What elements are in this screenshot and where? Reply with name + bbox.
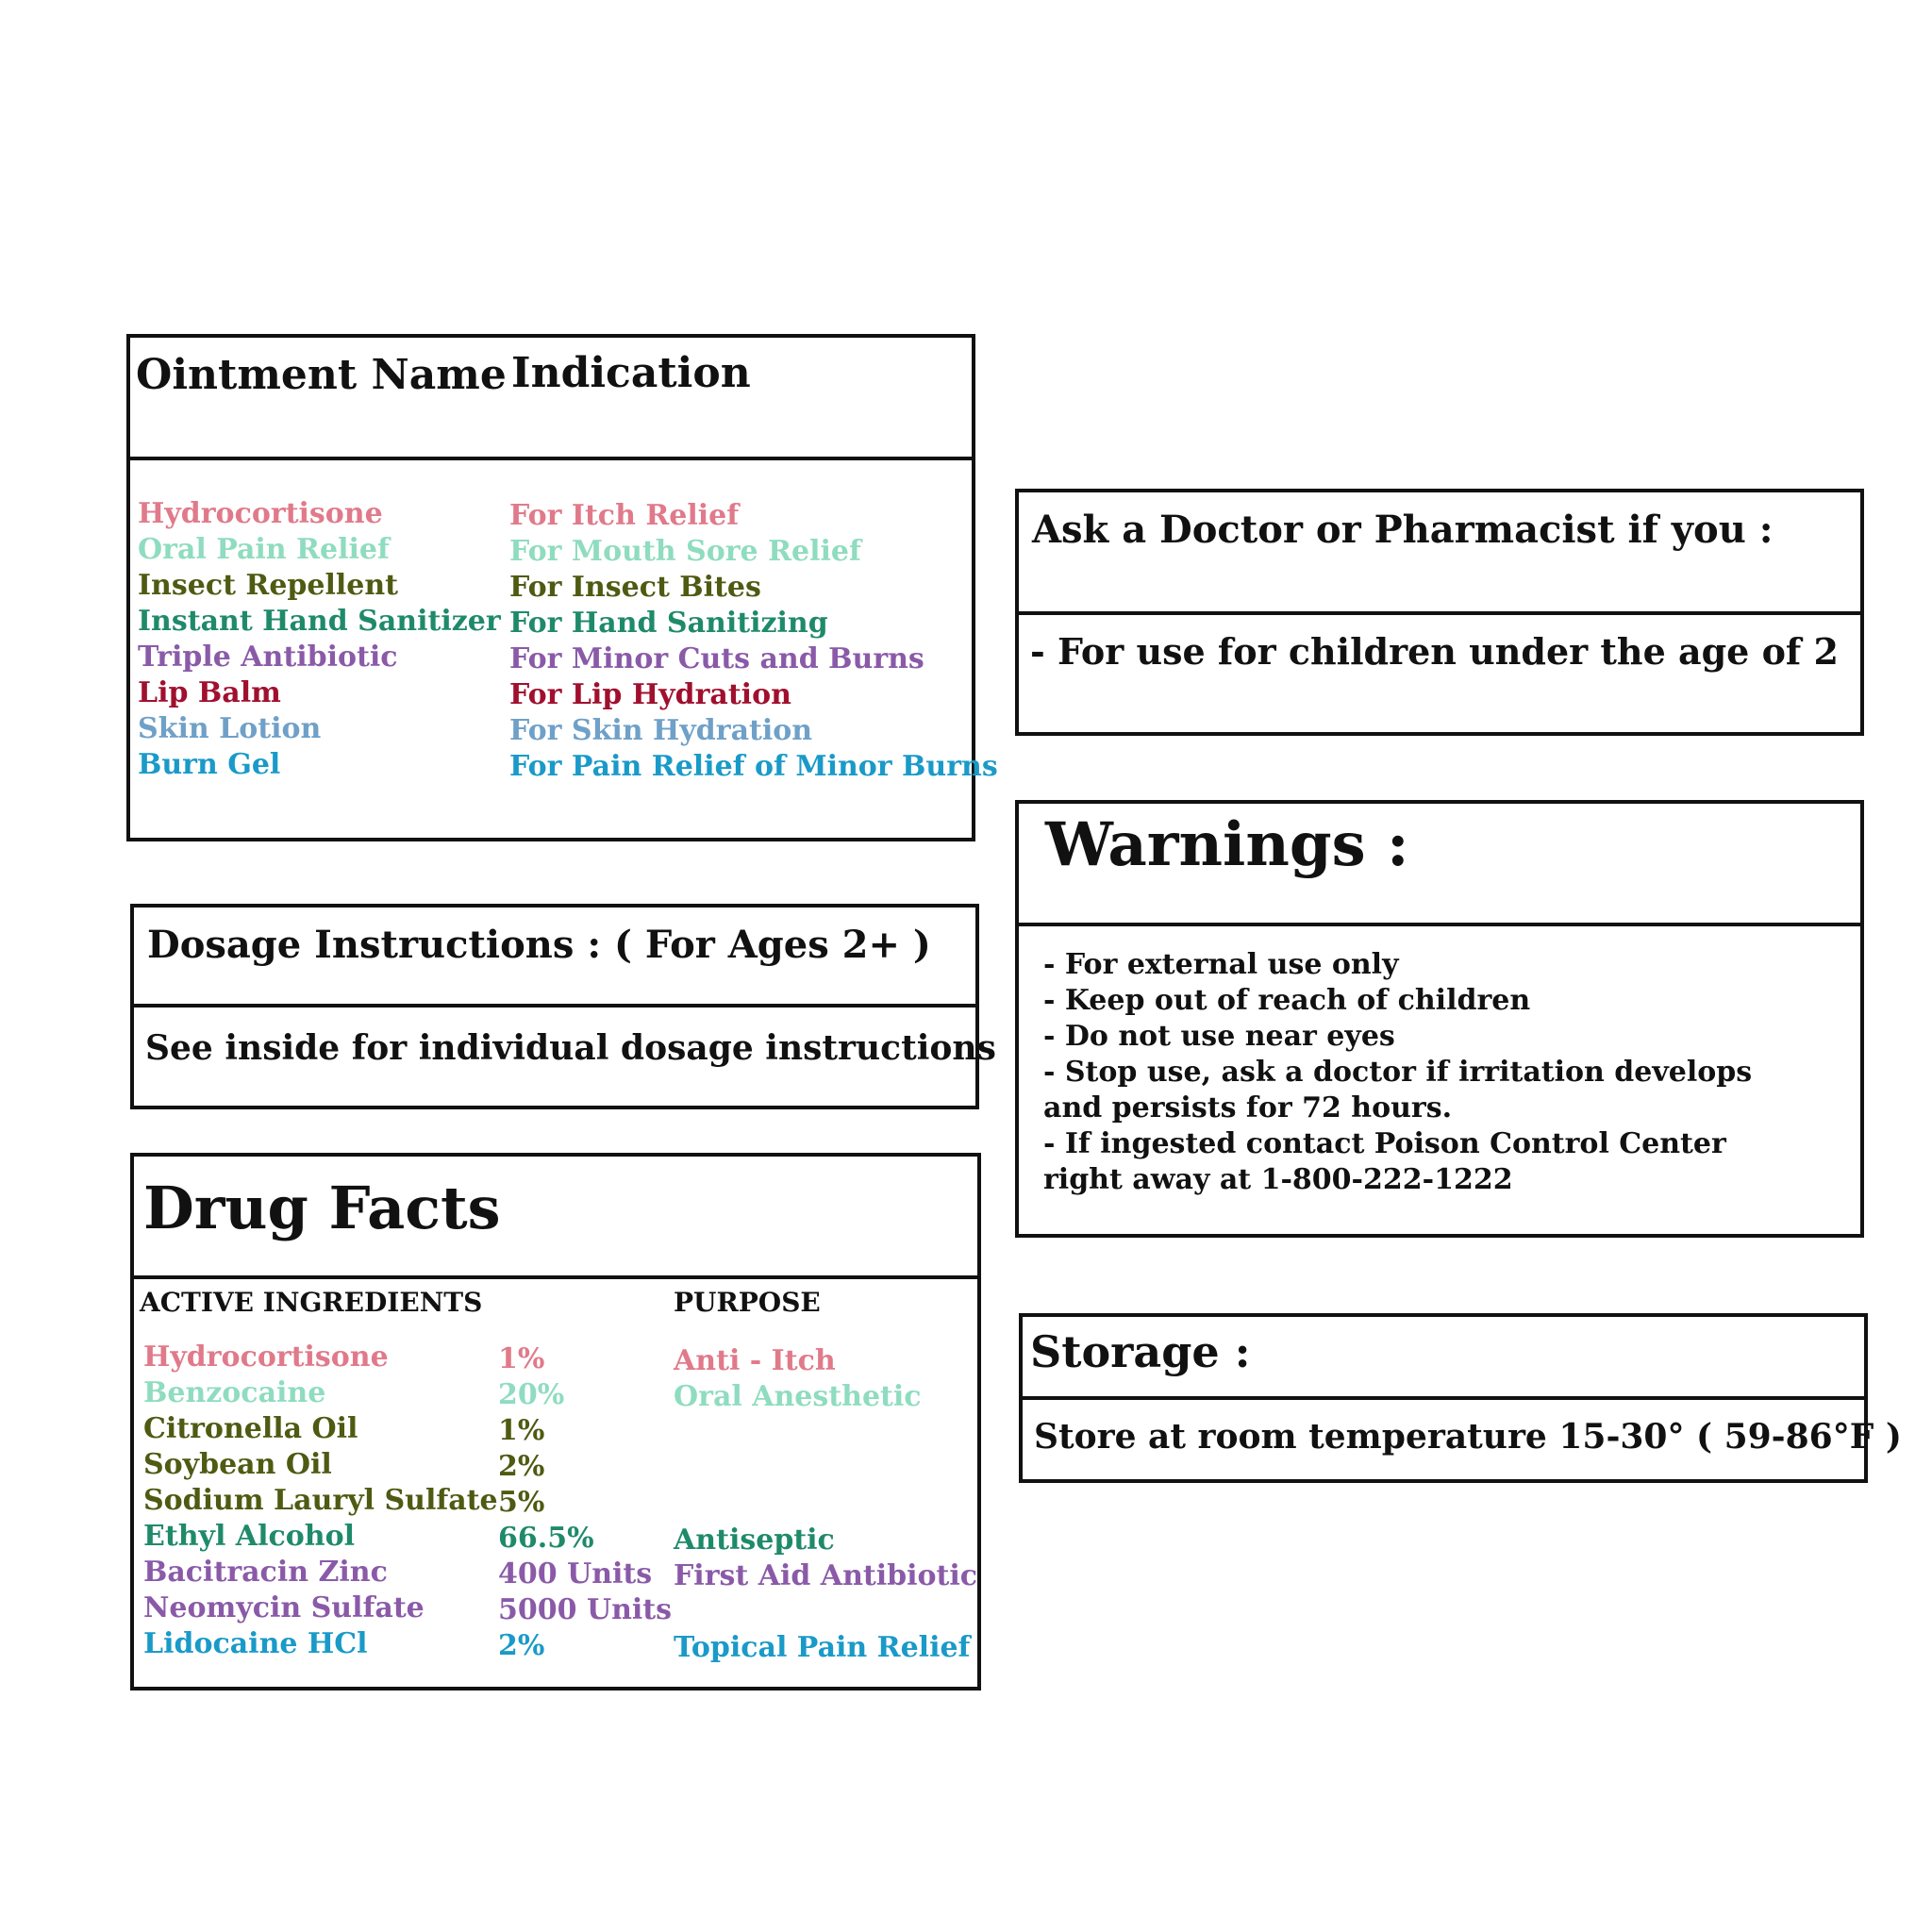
ask-doctor-panel [1015, 489, 1864, 736]
drug-facts-body [134, 1279, 977, 1687]
ointment-indication: For Itch Relief [509, 499, 740, 532]
ointment-indication: For Lip Hydration [509, 678, 791, 711]
ingredient-purpose: Anti - Itch [674, 1344, 836, 1377]
ask-doctor-header [1019, 492, 1860, 615]
ingredient-purpose [674, 1451, 977, 1487]
warning-line: - Stop use, ask a doctor if irritation develops [1043, 1056, 1753, 1089]
ingredient-amount: 1% [498, 1414, 545, 1447]
active-ingredients-heading: ACTIVE INGREDIENTS [140, 1287, 483, 1318]
ointment-name: Lip Balm [138, 676, 281, 709]
ingredient-amount: 2% [498, 1450, 545, 1483]
purpose-column [674, 1343, 977, 1666]
ingredient-purpose: First Aid Antibiotic [674, 1559, 978, 1592]
ointment-indication: For Minor Cuts and Burns [509, 642, 924, 675]
ingredient-purpose [674, 1415, 977, 1451]
ointment-name: Oral Pain Relief [138, 533, 390, 566]
ointment-indication: For Insect Bites [509, 571, 761, 604]
drug-facts-title: Drug Facts [143, 1174, 501, 1242]
ointment-indication: For Hand Sanitizing [509, 607, 828, 640]
ingredient-name: Benzocaine [143, 1376, 326, 1409]
warnings-title: Warnings : [1045, 809, 1409, 880]
ingredient-purpose: Topical Pain Relief [674, 1631, 971, 1664]
ointment-name: Instant Hand Sanitizer [138, 605, 501, 638]
warning-line: - Do not use near eyes [1043, 1020, 1395, 1053]
ointment-name-heading: Ointment Name [136, 351, 507, 399]
ask-doctor-body [1019, 615, 1860, 732]
ointment-name: Insect Repellent [138, 569, 399, 602]
ingredient-purpose: Antiseptic [674, 1524, 835, 1557]
ingredient-amount: 66.5% [498, 1522, 594, 1555]
warnings-body [1019, 926, 1860, 1234]
warning-line: - If ingested contact Poison Control Center [1043, 1127, 1726, 1160]
ointment-name: Hydrocortisone [138, 497, 383, 530]
ointment-indication: For Mouth Sore Relief [509, 535, 861, 568]
ointment-table-header [130, 338, 972, 460]
ingredient-purpose [674, 1487, 977, 1523]
ingredient-name: Hydrocortisone [143, 1341, 389, 1374]
drug-facts-panel [130, 1153, 981, 1690]
ointment-table [126, 334, 998, 841]
ingredient-amount: 2% [498, 1629, 545, 1662]
storage-header [1023, 1317, 1864, 1400]
warning-line: and persists for 72 hours. [1043, 1091, 1453, 1124]
ingredient-name: Citronella Oil [143, 1412, 358, 1445]
dosage-body [134, 1008, 996, 1106]
warnings-list [1043, 947, 1752, 1198]
warning-line: - Keep out of reach of children [1043, 984, 1531, 1017]
warnings-header [1019, 804, 1860, 926]
ingredient-name: Soybean Oil [143, 1448, 332, 1481]
dosage-header [134, 908, 975, 1008]
storage-text: Store at room temperature 15-30° ( 59-86°F ) [1034, 1417, 1902, 1457]
ingredient-amount: 400 Units [498, 1557, 653, 1591]
ointment-indication: For Skin Hydration [509, 714, 813, 747]
ingredient-name: Sodium Lauryl Sulfate [143, 1484, 498, 1517]
ingredient-name: Bacitracin Zinc [143, 1556, 388, 1589]
ointment-indication: For Pain Relief of Minor Burns [509, 750, 998, 783]
ingredient-amount: 20% [498, 1378, 565, 1411]
storage-body [1023, 1400, 1902, 1479]
amount-column [498, 1341, 672, 1664]
storage-title: Storage : [1030, 1326, 1251, 1377]
ointment-table-body [130, 460, 998, 838]
ingredient-purpose [674, 1594, 977, 1630]
drug-facts-header [134, 1157, 977, 1279]
ingredient-column [143, 1340, 498, 1662]
warning-line: - For external use only [1043, 948, 1399, 981]
warnings-panel [1015, 800, 1864, 1238]
ointment-name: Burn Gel [138, 748, 281, 781]
ingredient-name: Neomycin Sulfate [143, 1591, 425, 1624]
ask-doctor-text: - For use for children under the age of 2 [1030, 630, 1839, 673]
dosage-title: Dosage Instructions : ( For Ages 2+ ) [147, 923, 931, 967]
ingredient-amount: 5% [498, 1486, 545, 1519]
dosage-text: See inside for individual dosage instructions [145, 1028, 996, 1068]
purpose-heading: PURPOSE [674, 1287, 821, 1318]
indication-column [509, 498, 998, 785]
ointment-name: Skin Lotion [138, 712, 322, 745]
ingredient-amount: 1% [498, 1342, 545, 1375]
ingredient-name: Lidocaine HCl [143, 1627, 368, 1660]
indication-heading: Indication [511, 349, 751, 397]
dosage-panel [130, 904, 996, 1109]
ask-doctor-title: Ask a Doctor or Pharmacist if you : [1032, 508, 1774, 552]
warning-line: right away at 1-800-222-1222 [1043, 1163, 1513, 1196]
ingredient-purpose: Oral Anesthetic [674, 1380, 922, 1413]
ingredient-name: Ethyl Alcohol [143, 1520, 355, 1553]
storage-panel [1019, 1313, 1902, 1483]
ingredient-amount: 5000 Units [498, 1593, 673, 1626]
ointment-name-column [138, 496, 501, 783]
ointment-name: Triple Antibiotic [138, 641, 398, 674]
